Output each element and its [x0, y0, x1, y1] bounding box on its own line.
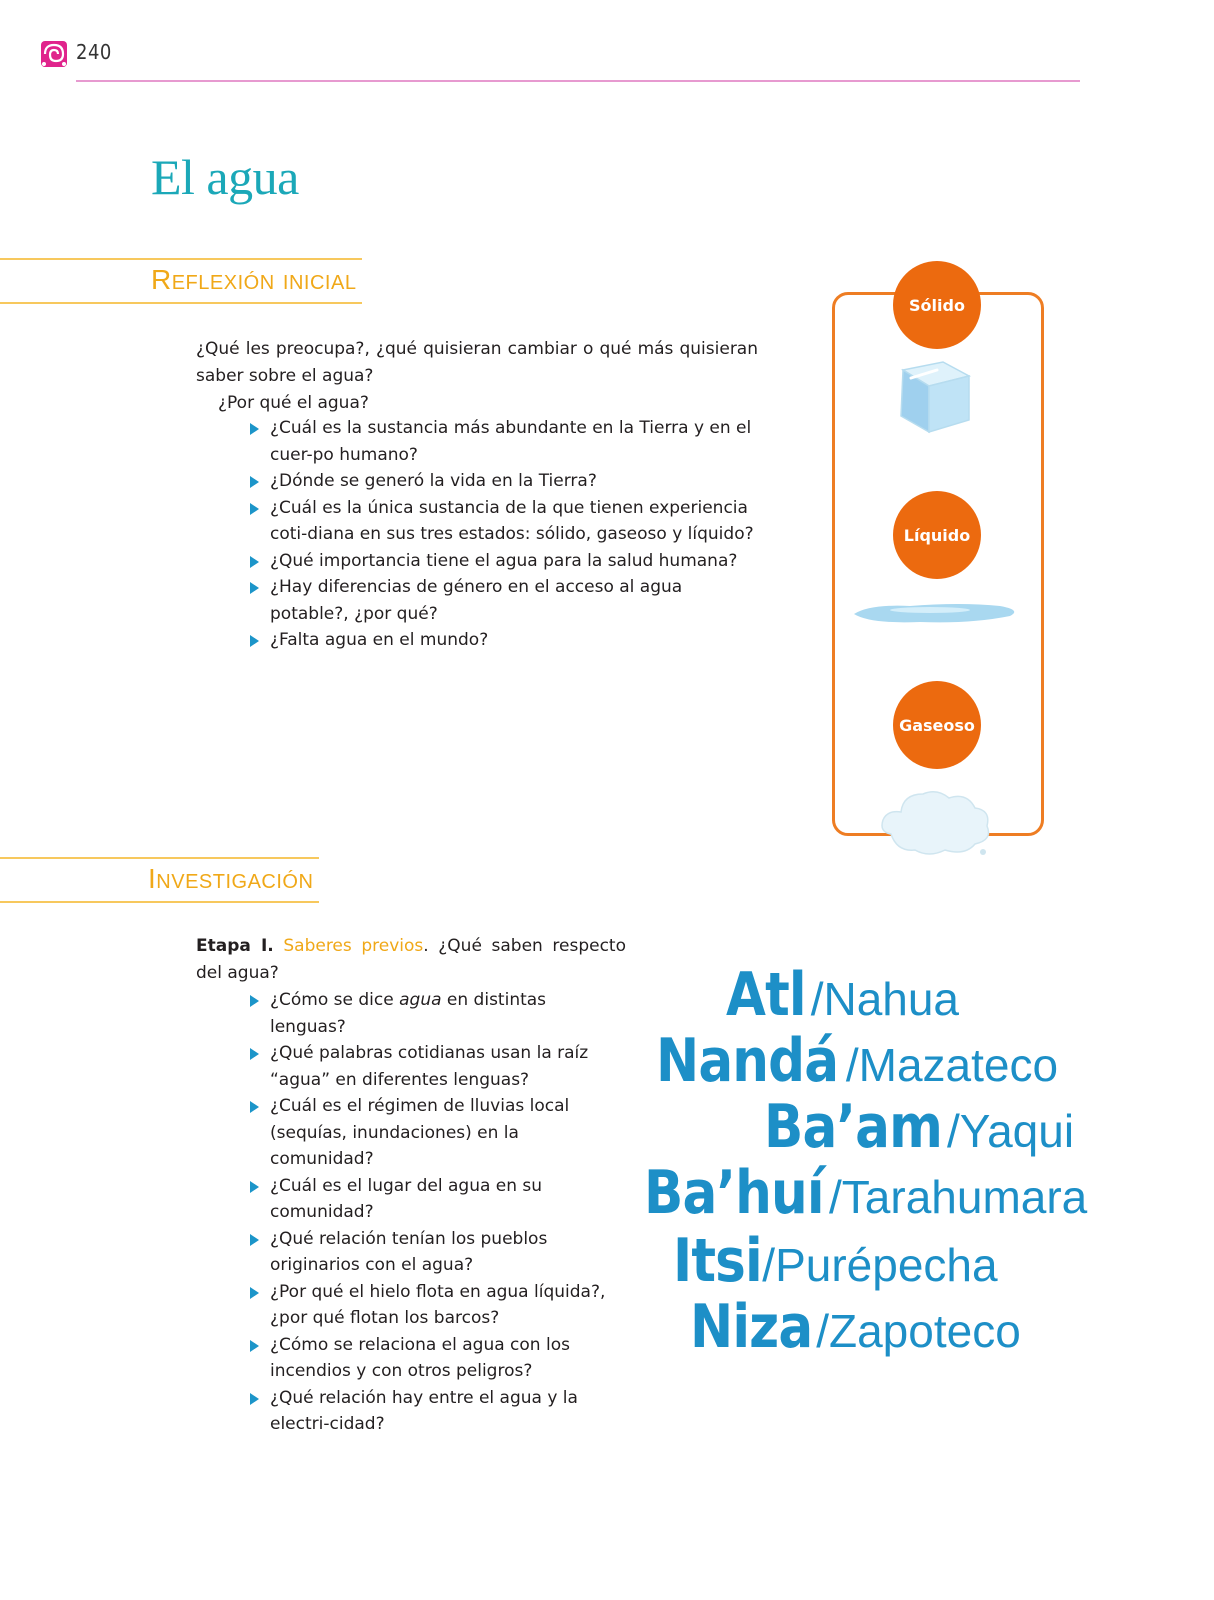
triangle-bullet-icon — [250, 423, 259, 435]
cloud-icon — [875, 782, 999, 862]
list-item: ¿Cómo se relaciona el agua con los incendios y con otros peligros? — [247, 1332, 627, 1385]
triangle-bullet-icon — [250, 1393, 259, 1405]
reflexion-question-list — [247, 415, 758, 654]
triangle-bullet-icon — [250, 582, 259, 594]
etapa-intro: Etapa I. Saberes previos. ¿Qué saben respecto del agua? — [196, 936, 626, 983]
triangle-bullet-icon — [250, 1340, 259, 1352]
water-word-yaqui: Ba’am /Yaqui — [764, 1092, 1075, 1162]
list-item: ¿Cuál es el régimen de lluvias local (sequías, inundaciones) en la comunidad? — [247, 1093, 627, 1173]
list-item: ¿Cuál es la sustancia más abundante en la Tierra y en el cuer-po humano? — [247, 415, 758, 468]
triangle-bullet-icon — [250, 995, 259, 1007]
triangle-bullet-icon — [250, 556, 259, 568]
water-puddle-icon — [850, 598, 1022, 630]
list-item: ¿Cuál es la única sustancia de la que tienen experiencia coti-diana en sus tres estados: sólido, gaseoso y líquido? — [247, 495, 758, 548]
water-word-purepecha: Itsi /Purépecha — [673, 1226, 998, 1296]
triangle-bullet-icon — [250, 1234, 259, 1246]
triangle-bullet-icon — [250, 1048, 259, 1060]
list-item: ¿Cómo se dice agua en distintas lenguas? — [247, 987, 627, 1040]
header-divider — [76, 80, 1080, 82]
list-item: ¿Falta agua en el mundo? — [247, 627, 758, 654]
water-word-tarahumara: Ba’huí /Tarahumara — [644, 1158, 1088, 1228]
reflexion-subquestion: ¿Por qué el agua? — [218, 393, 369, 413]
list-item: ¿Por qué el hielo flota en agua líquida?, ¿por qué flotan los barcos? — [247, 1279, 627, 1332]
list-item: ¿Dónde se generó la vida en la Tierra? — [247, 468, 758, 495]
water-word-mazateco: Nandá /Mazateco — [656, 1026, 1059, 1096]
list-item: ¿Qué relación tenían los pueblos originarios con el agua? — [247, 1226, 627, 1279]
triangle-bullet-icon — [250, 476, 259, 488]
water-word-zapoteco: Niza /Zapoteco — [690, 1292, 1021, 1362]
list-item: ¿Cuál es el lugar del agua en su comunidad? — [247, 1173, 627, 1226]
state-gas-badge: Gaseoso — [893, 681, 981, 769]
triangle-bullet-icon — [250, 635, 259, 647]
triangle-bullet-icon — [250, 1287, 259, 1299]
section-heading-reflexion: Reflexión inicial — [151, 264, 357, 295]
section-heading-investigacion: Investigación — [148, 863, 314, 894]
reflexion-intro: ¿Qué les preocupa?, ¿qué quisieran cambiar o qué más quisieran saber sobre el agua? — [196, 339, 758, 386]
etapa-highlight: Saberes previos — [283, 936, 424, 956]
list-item: ¿Qué importancia tiene el agua para la salud humana? — [247, 548, 758, 575]
state-liquid-badge: Líquido — [893, 491, 981, 579]
water-word-nahua: Atl /Nahua — [726, 960, 960, 1030]
triangle-bullet-icon — [250, 1181, 259, 1193]
list-item: ¿Qué relación hay entre el agua y la electri-cidad? — [247, 1385, 627, 1438]
state-solid-badge: Sólido — [893, 261, 981, 349]
section-rule-top — [0, 857, 319, 859]
glyph-logo-icon — [40, 40, 68, 68]
triangle-bullet-icon — [250, 1101, 259, 1113]
page-title: El agua — [151, 149, 299, 205]
triangle-bullet-icon — [250, 503, 259, 515]
section-rule-bottom — [0, 302, 362, 304]
ice-cube-icon — [885, 356, 981, 440]
section-rule-top — [0, 258, 362, 260]
section-rule-bottom — [0, 901, 319, 903]
list-item: ¿Hay diferencias de género en el acceso al agua potable?, ¿por qué? — [247, 574, 758, 627]
investigacion-question-list — [247, 987, 627, 1438]
list-item: ¿Qué palabras cotidianas usan la raíz “agua” en diferentes lenguas? — [247, 1040, 627, 1093]
page-number: 240 — [76, 40, 112, 64]
